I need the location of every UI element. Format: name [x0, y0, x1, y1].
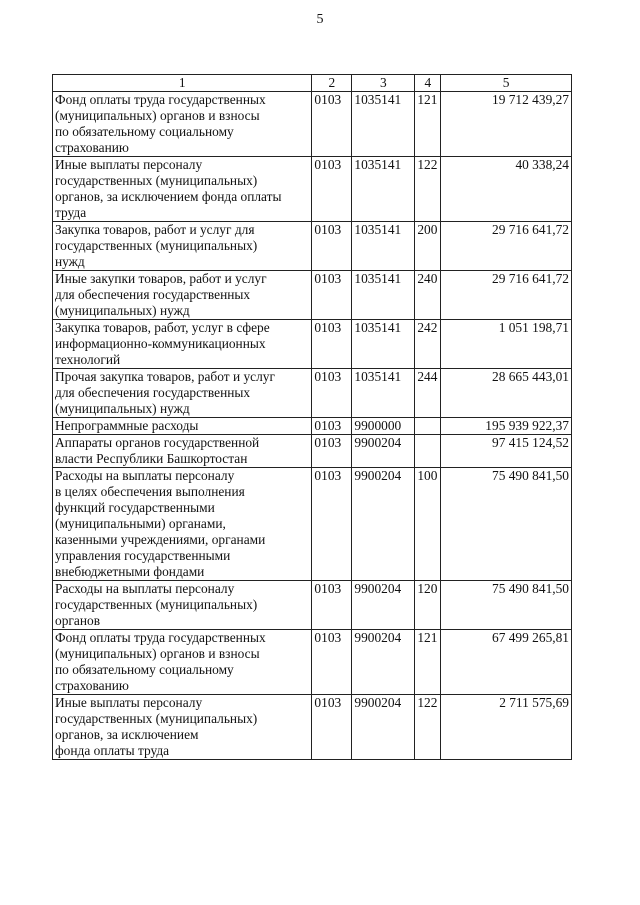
row-section-cell: 0103: [312, 695, 352, 760]
budget-table: [52, 74, 572, 760]
row-amount-cell: 75 490 841,50: [441, 581, 572, 630]
row-section-cell: 0103: [312, 581, 352, 630]
row-amount-cell: 19 712 439,27: [441, 92, 572, 157]
row-amount-cell: 29 716 641,72: [441, 271, 572, 320]
row-section-cell: 0103: [312, 320, 352, 369]
row-amount-cell: 195 939 922,37: [441, 418, 572, 435]
row-amount-cell: 29 716 641,72: [441, 222, 572, 271]
row-name-cell: Расходы на выплаты персоналу в целях обеспечения выполнения функций государственными (муниципальными) органами, казенными учреждениями, органами управления государственными внебюджетными фондами: [53, 468, 312, 581]
row-article-cell: 9900204: [352, 468, 415, 581]
row-article-cell: 9900204: [352, 695, 415, 760]
row-article-cell: 9900204: [352, 435, 415, 468]
row-type-cell: 244: [415, 369, 441, 418]
table-row: [53, 418, 572, 435]
row-section-cell: 0103: [312, 369, 352, 418]
row-amount-cell: 2 711 575,69: [441, 695, 572, 760]
row-name-cell: Иные выплаты персоналу государственных (муниципальных) органов, за исключением фонда оплаты труда: [53, 157, 312, 222]
table-row: [53, 222, 572, 271]
row-name-cell: Прочая закупка товаров, работ и услуг для обеспечения государственных (муниципальных) нужд: [53, 369, 312, 418]
row-name-cell: Фонд оплаты труда государственных (муниципальных) органов и взносы по обязательному социальному страхованию: [53, 630, 312, 695]
row-article-cell: 1035141: [352, 92, 415, 157]
row-section-cell: 0103: [312, 271, 352, 320]
row-amount-cell: 97 415 124,52: [441, 435, 572, 468]
column-header-article: 3: [352, 75, 415, 92]
row-name-cell: Непрограммные расходы: [53, 418, 312, 435]
row-name-cell: Иные закупки товаров, работ и услуг для обеспечения государственных (муниципальных) нужд: [53, 271, 312, 320]
table-row: [53, 630, 572, 695]
row-article-cell: 9900204: [352, 630, 415, 695]
table-header-row: [53, 75, 572, 92]
row-section-cell: 0103: [312, 468, 352, 581]
row-article-cell: 1035141: [352, 320, 415, 369]
row-article-cell: 9900204: [352, 581, 415, 630]
row-type-cell: 122: [415, 695, 441, 760]
row-amount-cell: 28 665 443,01: [441, 369, 572, 418]
row-name-cell: Расходы на выплаты персоналу государственных (муниципальных) органов: [53, 581, 312, 630]
table-row: [53, 369, 572, 418]
column-header-amount: 5: [441, 75, 572, 92]
column-header-type: 4: [415, 75, 441, 92]
table-row: [53, 320, 572, 369]
table-row: [53, 157, 572, 222]
table-row: [53, 271, 572, 320]
row-article-cell: 1035141: [352, 222, 415, 271]
column-header-section: 2: [312, 75, 352, 92]
row-article-cell: 1035141: [352, 271, 415, 320]
row-section-cell: 0103: [312, 435, 352, 468]
row-amount-cell: 67 499 265,81: [441, 630, 572, 695]
page-number: 5: [316, 12, 324, 27]
table-row: [53, 581, 572, 630]
row-type-cell: 120: [415, 581, 441, 630]
row-type-cell: 122: [415, 157, 441, 222]
row-amount-cell: 1 051 198,71: [441, 320, 572, 369]
row-name-cell: Закупка товаров, работ и услуг для государственных (муниципальных) нужд: [53, 222, 312, 271]
row-type-cell: [415, 435, 441, 468]
row-amount-cell: 40 338,24: [441, 157, 572, 222]
table-row: [53, 92, 572, 157]
row-type-cell: 240: [415, 271, 441, 320]
row-article-cell: 1035141: [352, 369, 415, 418]
row-name-cell: Иные выплаты персоналу государственных (муниципальных) органов, за исключением фонда оплаты труда: [53, 695, 312, 760]
row-name-cell: Аппараты органов государственной власти Республики Башкортостан: [53, 435, 312, 468]
row-section-cell: 0103: [312, 418, 352, 435]
row-type-cell: 121: [415, 630, 441, 695]
row-type-cell: 200: [415, 222, 441, 271]
row-name-cell: Закупка товаров, работ, услуг в сфере информационно-коммуникационных технологий: [53, 320, 312, 369]
row-name-cell: Фонд оплаты труда государственных (муниципальных) органов и взносы по обязательному социальному страхованию: [53, 92, 312, 157]
row-section-cell: 0103: [312, 157, 352, 222]
row-type-cell: 242: [415, 320, 441, 369]
table-body: [53, 92, 572, 760]
row-amount-cell: 75 490 841,50: [441, 468, 572, 581]
row-type-cell: 121: [415, 92, 441, 157]
row-article-cell: 9900000: [352, 418, 415, 435]
table-row: [53, 695, 572, 760]
row-article-cell: 1035141: [352, 157, 415, 222]
row-section-cell: 0103: [312, 92, 352, 157]
table-row: [53, 435, 572, 468]
row-section-cell: 0103: [312, 222, 352, 271]
table-row: [53, 468, 572, 581]
column-header-name: 1: [53, 75, 312, 92]
row-type-cell: 100: [415, 468, 441, 581]
row-section-cell: 0103: [312, 630, 352, 695]
row-type-cell: [415, 418, 441, 435]
